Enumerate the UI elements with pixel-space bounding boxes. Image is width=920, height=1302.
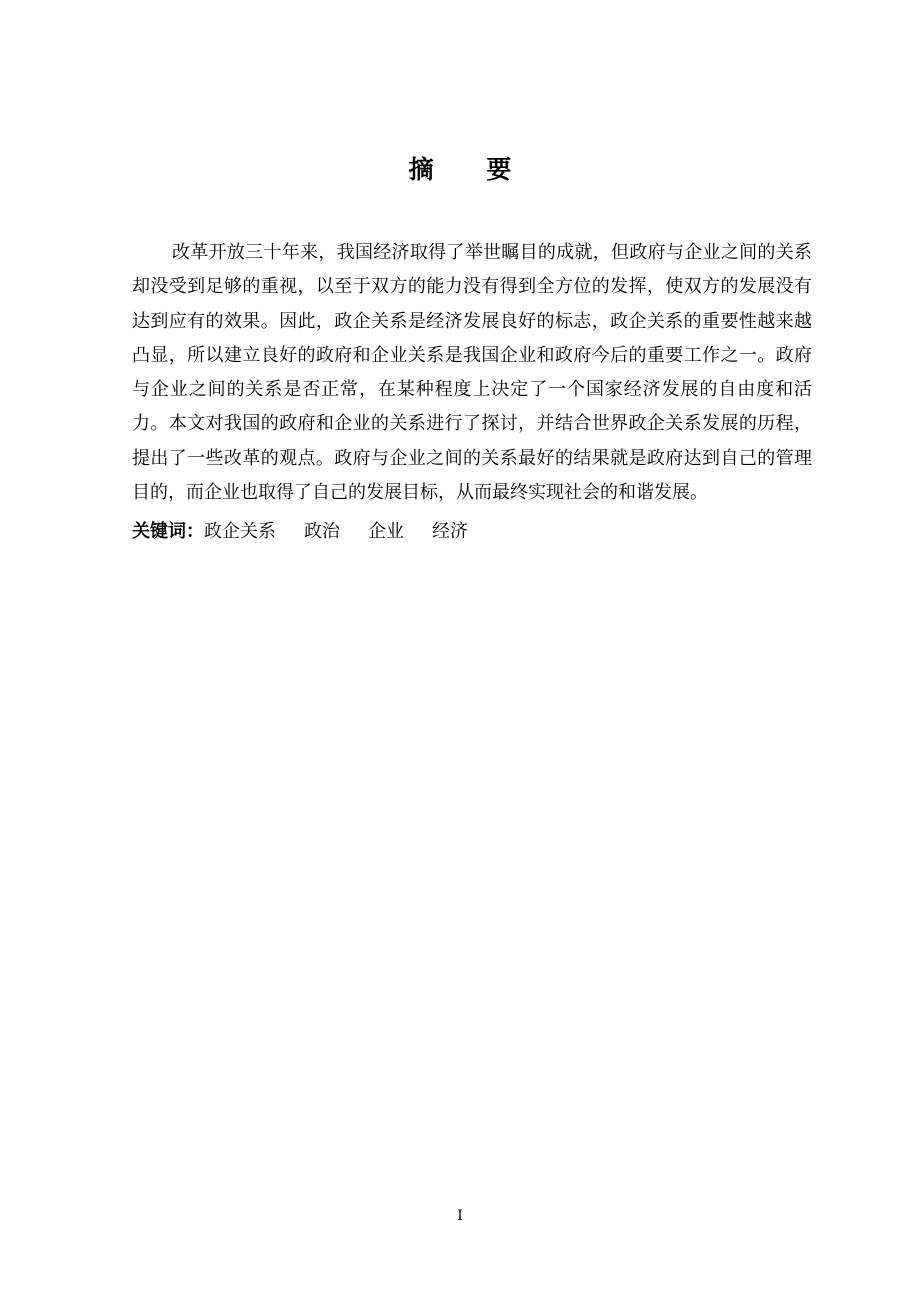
page-title: 摘 要 <box>408 155 534 184</box>
keywords-line <box>132 517 812 547</box>
abstract-text: 改革开放三十年来，我国经济取得了举世瞩目的成就，但政府与企业之间的关系却没受到足够的重视，以至于双方的能力没有得到全方位的发挥，使双方的发展没有达到应有的效果。因此，政企关系是经济发展良好的标志，政企关系的重要性越来越凸显，所以建立良好的政府和企业关系是我国企业和政府今后的重要工作之一。政府与企业之间的关系是否正常，在某种程度上决定了一个国家经济发展的自由度和活力。本文对我国的政府和企业的关系进行了探讨，并结合世界政企关系发展的历程，提出了一些改革的观点。政府与企业之间的关系最好的结果就是政府达到自己的管理目的，而企业也取得了自己的发展目标，从而最终实现社会的和谐发展。 <box>132 242 812 504</box>
page-number: I <box>457 1208 463 1224</box>
keyword-item: 政治 <box>304 521 340 542</box>
keyword-item: 企业 <box>368 521 404 542</box>
keyword-item: 政企关系 <box>204 521 276 542</box>
keyword-item: 经济 <box>432 521 468 542</box>
keywords-label: 关键词： <box>132 521 204 542</box>
